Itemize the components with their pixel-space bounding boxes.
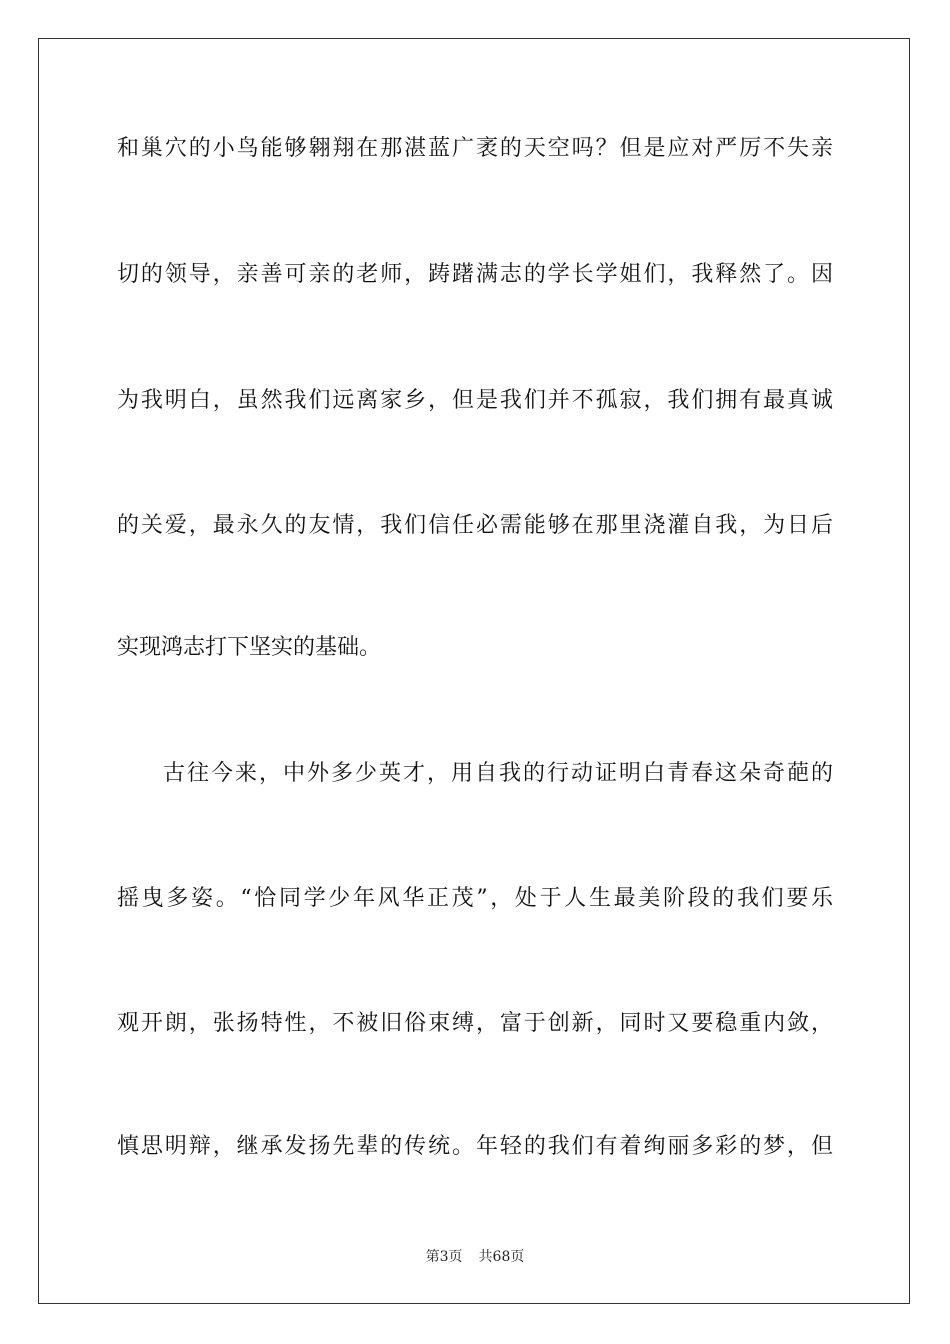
page-border [38,38,910,1304]
page-total: 共68页 [478,1249,525,1265]
text-line: 和巢穴的小鸟能够翱翔在那湛蓝广袤的天空吗？但是应对严厉不失亲 [117,136,833,161]
page-footer [0,1247,950,1267]
page-number: 第3页 [425,1249,463,1265]
text-line: 为我明白，虽然我们远离家乡，但是我们并不孤寂，我们拥有最真诚 [117,388,833,413]
text-line: 摇曳多姿。“恰同学少年风华正茂”，处于人生最美阶段的我们要乐 [117,886,833,911]
text-line: 切的领导，亲善可亲的老师，踌躇满志的学长学姐们，我释然了。因 [117,262,833,287]
text-line: 的关爱，最永久的友情，我们信任必需能够在那里浇灌自我，为日后 [117,513,833,538]
text-line-paragraph-start: 古往今来，中外多少英才，用自我的行动证明白青春这朵奇葩的 [163,761,833,786]
text-line: 慎思明辩，继承发扬先辈的传统。年轻的我们有着绚丽多彩的梦，但 [117,1134,833,1159]
text-line-paragraph-end: 实现鸿志打下坚实的基础。 [117,635,382,660]
text-line: 观开朗，张扬特性，不被旧俗束缚，富于创新，同时又要稳重内敛， [117,1011,833,1036]
